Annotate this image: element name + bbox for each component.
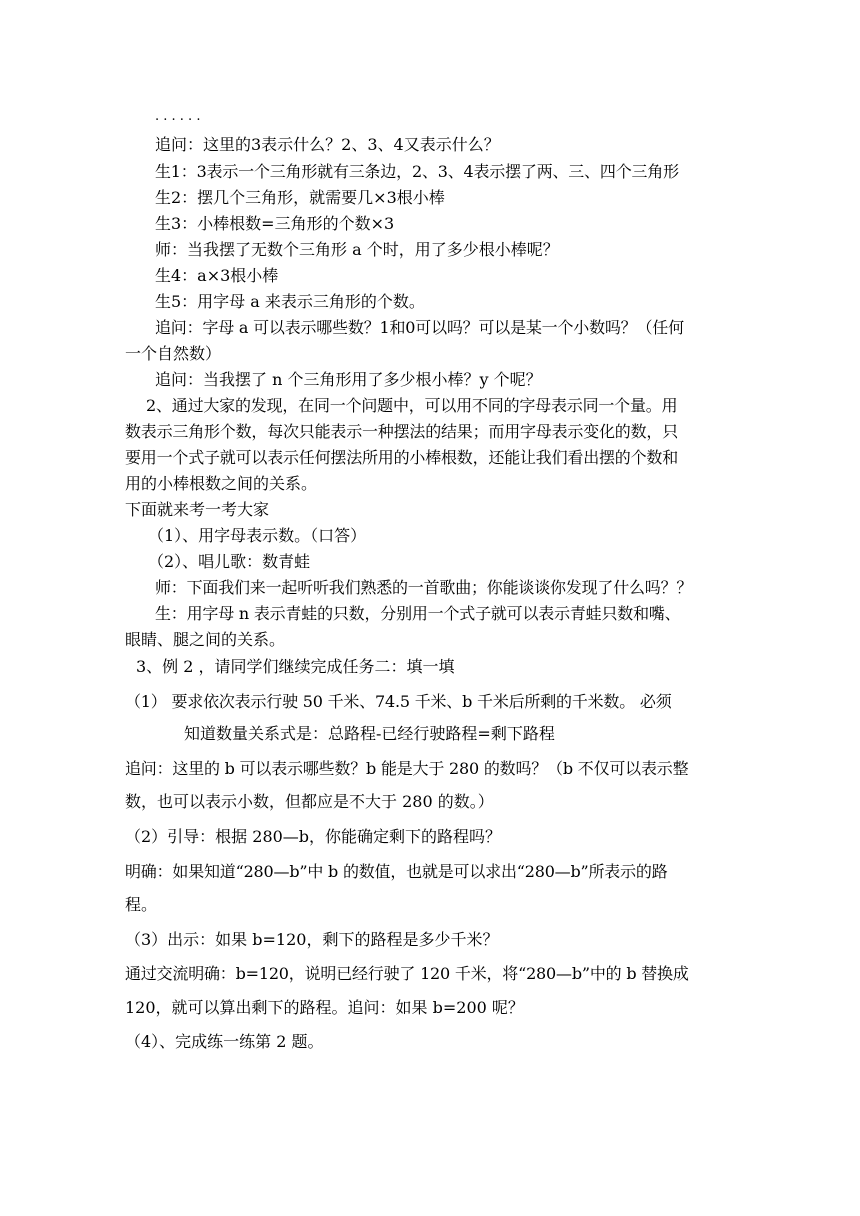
text-line: 追问：字母 a 可以表示哪些数？1和0可以吗？可以是某一个小数吗？（任何	[155, 318, 684, 337]
text-line: 生5：用字母 a 来表示三角形的个数。	[155, 292, 425, 311]
text-line: 追问：这里的3表示什么？2、3、4又表示什么？	[155, 135, 500, 154]
text-line: 追问：这里的 b 可以表示哪些数？b 能是大于 280 的数吗？（b 不仅可以表示整	[125, 759, 689, 778]
text-line: 要用一个式子就可以表示任何摆法所用的小棒根数，还能让我们看出摆的个数和	[125, 448, 679, 467]
text-line: 知道数量关系式是：总路程-已经行驶路程=剩下路程	[184, 724, 555, 743]
text-line: 3、例 2 ，请同学们继续完成任务二：填一填	[136, 657, 455, 676]
text-line: 生：用字母 n 表示青蛙的只数，分别用一个式子就可以表示青蛙只数和嘴、	[155, 604, 681, 623]
text-line: 生3：小棒根数=三角形的个数×3	[155, 214, 395, 233]
text-line: 生4：a×3根小棒	[155, 266, 279, 285]
text-line: （1） 要求依次表示行驶 50 千米、74.5 千米、b 千米后所剩的千米数。 必须	[125, 692, 672, 711]
text-line: （2）、唱儿歌：数青蛙	[148, 552, 311, 571]
text-line: （4）、完成练一练第 2 题。	[125, 1032, 324, 1051]
text-line: 生1：3表示一个三角形就有三条边，2、3、4表示摆了两、三、四个三角形	[155, 162, 679, 181]
text-line: 下面就来考一考大家	[125, 500, 270, 519]
text-line: 眼睛、腿之间的关系。	[125, 630, 286, 649]
text-line: 120，就可以算出剩下的路程。追问：如果 b=200 呢？	[125, 998, 524, 1017]
text-line: 追问：当我摆了 n 个三角形用了多少根小棒？y 个呢？	[155, 370, 542, 389]
text-line: 数表示三角形个数，每次只能表示一种摆法的结果；而用字母表示变化的数，只	[125, 422, 679, 441]
text-line: 2、通过大家的发现，在同一个问题中，可以用不同的字母表示同一个量。用	[146, 396, 678, 415]
text-line: 程。	[125, 895, 158, 914]
text-line: 生2：摆几个三角形，就需要几×3根小棒	[155, 188, 445, 207]
text-line: （2）引导：根据 280—b，你能确定剩下的路程吗？	[125, 827, 502, 846]
text-line: 一个自然数）	[125, 344, 222, 363]
text-line: 明确：如果知道“280—b”中 b 的数值，也就是可以求出“280—b”所表示的路	[125, 862, 668, 881]
text-line: （1）、用字母表示数。（口答）	[148, 526, 367, 545]
text-line: 数，也可以表示小数，但都应是不大于 280 的数。）	[125, 792, 494, 811]
text-line: （3）出示：如果 b=120，剩下的路程是多少千米？	[125, 930, 499, 949]
ellipsis-line: . . . . . .	[155, 109, 201, 124]
text-line: 师：下面我们来一起听听我们熟悉的一首歌曲；你能谈谈你发现了什么吗？？	[155, 578, 693, 597]
text-line: 用的小棒根数之间的关系。	[125, 474, 318, 493]
text-line: 通过交流明确：b=120，说明已经行驶了 120 千米，将“280—b”中的 b 替换成	[125, 964, 689, 983]
text-line: 师：当我摆了无数个三角形 a 个时，用了多少根小棒呢？	[155, 240, 559, 259]
